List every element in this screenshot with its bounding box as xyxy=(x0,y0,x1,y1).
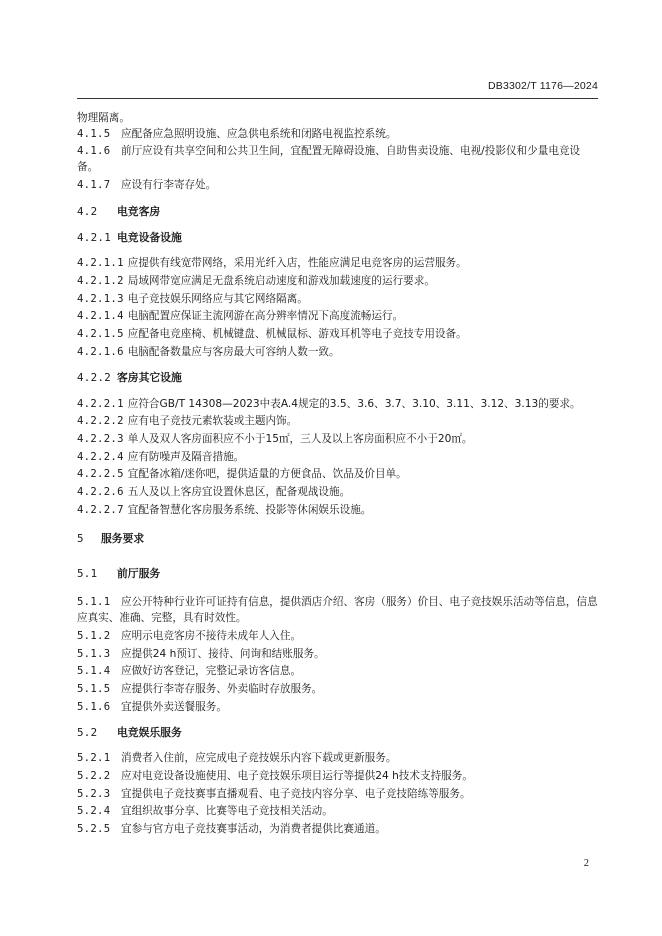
clause-4-2-1-6: 4.2.1.6 电脑配备数量应与客房最大可容纳人数一致。 xyxy=(77,346,340,358)
header-rule xyxy=(77,98,598,99)
section-5-2-heading: 5.2 电竞娱乐服务 xyxy=(77,726,182,739)
clause-4-2-2-3: 4.2.2.3 单人及双人客房面积应不小于15㎡，三人及以上客房面积应不小于20㎡。 xyxy=(77,433,473,445)
clause-4-2-1-5: 4.2.1.5 应配备电竞座椅、机械键盘、机械鼠标、游戏耳机等电子竞技专用设备。 xyxy=(77,328,467,340)
clause-5-2-1: 5.2.1 消费者入住前，应完成电子竞技娱乐内容下载或更新服务。 xyxy=(77,752,397,764)
section-4-2-2-heading: 4.2.2 客房其它设施 xyxy=(77,371,182,384)
clause-4-1-6: 4.1.6 前厅应设有共享空间和公共卫生间，宜配置无障碍设施、自助售卖设施、电视/投影仪和少量电竞设备。 xyxy=(77,145,581,173)
section-5-1-heading: 5.1 前厅服务 xyxy=(77,567,161,580)
clause-5-2-3: 5.2.3 宜提供电子竞技赛事直播观看、电子竞技内容分享、电子竞技陪练等服务。 xyxy=(77,788,471,800)
clause-5-2-5: 5.2.5 宜参与官方电子竞技赛事活动，为消费者提供比赛通道。 xyxy=(77,823,386,835)
document-code: DB3302/T 1176—2024 xyxy=(487,80,598,92)
clause-5-1-2: 5.1.2 应明示电竞客房不接待未成年人入住。 xyxy=(77,630,302,642)
clause-4-2-2-4: 4.2.2.4 应有防噪声及隔音措施。 xyxy=(77,451,245,463)
clause-4-1-5: 4.1.5 应配备应急照明设施、应急供电系统和闭路电视监控系统。 xyxy=(77,128,397,140)
page-number: 2 xyxy=(583,858,589,869)
clause-4-2-2-1: 4.2.2.1 应符合GB/T 14308—2023中表A.4规定的3.5、3.6、3.7、3.10、3.11、3.12、3.13的要求。 xyxy=(77,398,581,410)
clause-4-2-1-3: 4.2.1.3 电子竞技娱乐网络应与其它网络隔离。 xyxy=(77,293,308,305)
clause-4-2-2-5: 4.2.2.5 宜配备冰箱/迷你吧，提供适量的方便食品、饮品及价目单。 xyxy=(77,468,407,480)
clause-5-1-1: 5.1.1 应公开特种行业许可证持有信息，提供酒店介绍、客房（服务）价目、电子竞技娱乐活动等信息，信息应真实、准确、完整，具有时效性。 xyxy=(77,596,598,624)
chapter-5-heading: 5 服务要求 xyxy=(77,532,145,545)
clause-5-1-5: 5.1.5 应提供行李寄存服务、外卖临时存放服务。 xyxy=(77,683,323,695)
clause-5-1-6: 5.1.6 宜提供外卖送餐服务。 xyxy=(77,701,227,713)
clause-5-1-3: 5.1.3 应提供24 h预订、接待、问询和结账服务。 xyxy=(77,648,325,660)
clause-5-1-4: 5.1.4 应做好访客登记，完整记录访客信息。 xyxy=(77,665,302,677)
section-4-2-1-heading: 4.2.1 电竞设备设施 xyxy=(77,231,182,244)
clause-4-2-1-2: 4.2.1.2 局域网带宽应满足无盘系统启动速度和游戏加载速度的运行要求。 xyxy=(77,275,435,287)
clause-5-2-4: 5.2.4 宜组织故事分享、比赛等电子竞技相关活动。 xyxy=(77,805,333,817)
clause-5-2-2: 5.2.2 应对电竞设备设施使用、电子竞技娱乐项目运行等提供24 h技术支持服务。 xyxy=(77,770,473,782)
section-4-2-heading: 4.2 电竞客房 xyxy=(77,205,161,218)
clause-4-1-7: 4.1.7 应设有行李寄存处。 xyxy=(77,179,217,191)
clause-4-2-1-1: 4.2.1.1 应提供有线宽带网络，采用光纤入店，性能应满足电竞客房的运营服务。 xyxy=(77,257,467,269)
clause-4-2-2-2: 4.2.2.2 应有电子竞技元素软装或主题内饰。 xyxy=(77,415,298,427)
clause-4-2-2-7: 4.2.2.7 宜配备智慧化客房服务系统、投影等休闲娱乐设施。 xyxy=(77,504,372,516)
clause-4-2-2-6: 4.2.2.6 五人及以上客房宜设置休息区，配备观战设施。 xyxy=(77,486,351,498)
text-line: 物理隔离。 xyxy=(77,112,130,124)
clause-4-2-1-4: 4.2.1.4 电脑配置应保证主流网游在高分辨率情况下高度流畅运行。 xyxy=(77,310,404,322)
